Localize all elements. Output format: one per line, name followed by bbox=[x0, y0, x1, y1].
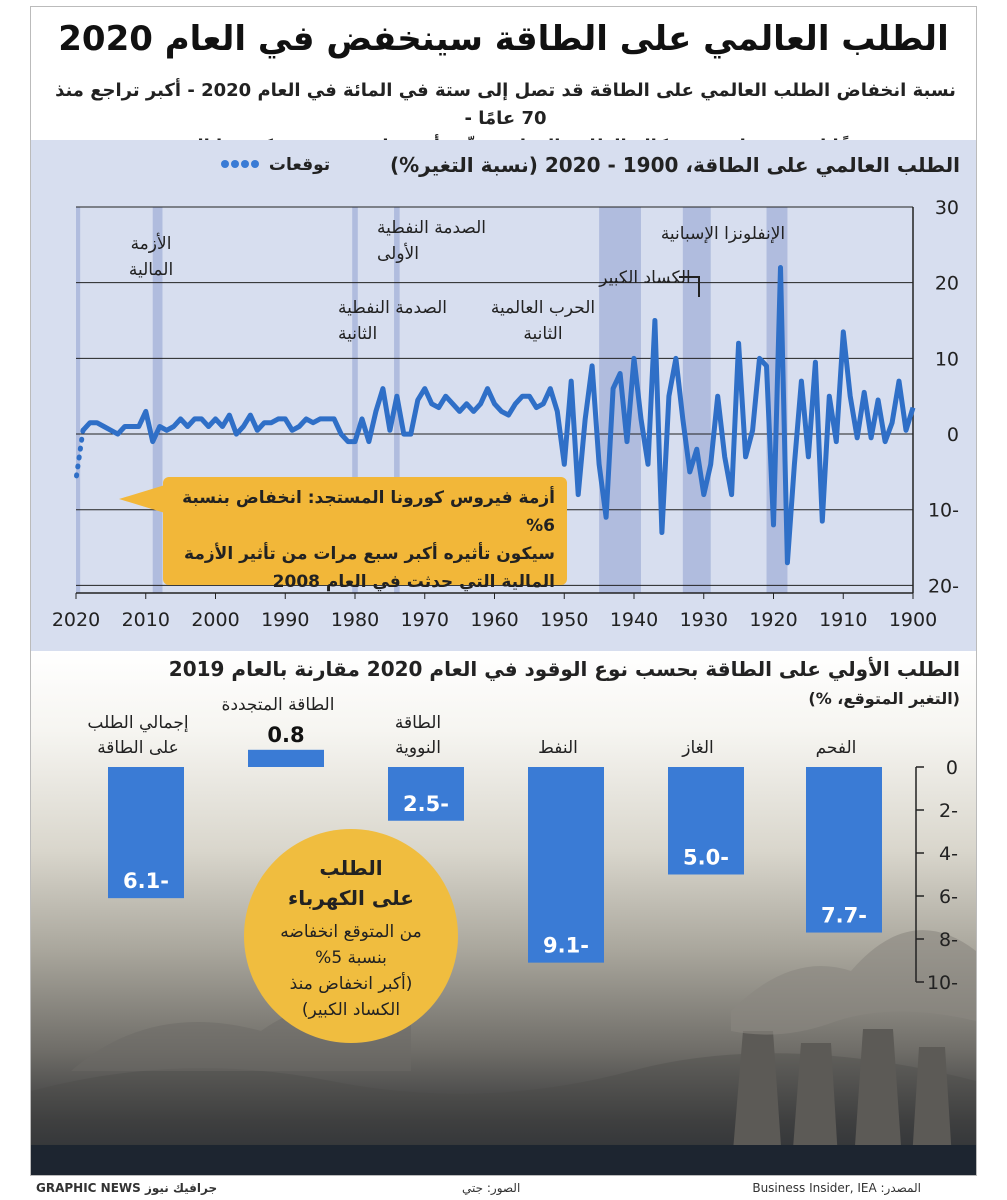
event-label-line: الكساد الكبير bbox=[599, 268, 691, 288]
y-tick-label: 10- bbox=[927, 499, 959, 522]
bar-category-label: النووية bbox=[395, 738, 441, 758]
x-tick-label: 1930 bbox=[679, 609, 728, 631]
bar-value-label: 0.8 bbox=[267, 722, 305, 747]
bubble-text-1: من المتوقع انخفاضه bbox=[280, 922, 422, 942]
callout-rest: انخفاض بنسبة 6% bbox=[182, 488, 555, 536]
bar-category-label: على الطاقة bbox=[97, 738, 179, 758]
bubble-text-4: الكساد الكبير) bbox=[301, 1000, 401, 1020]
bar-category-label: إجمالي الطلب bbox=[87, 713, 189, 733]
bar-y-tick-label: 2- bbox=[939, 800, 958, 822]
subtitle-line-1: نسبة انخفاض الطلب العالمي على الطاقة قد تصل إلى ستة في المائة في العام 2020 - أكبر تراجع منذ 70 عامًا - bbox=[55, 80, 956, 129]
event-label-line: الحرب العالمية bbox=[490, 298, 596, 318]
bubble-title-1: الطلب bbox=[319, 856, 383, 880]
bar-category-label: الغاز bbox=[682, 738, 714, 758]
bar-chart-title: الطلب الأولي على الطاقة بحسب نوع الوقود في العام 2020 مقارنة بالعام 2019 bbox=[168, 657, 960, 681]
y-tick-label: 30 bbox=[934, 197, 959, 219]
x-tick-label: 1950 bbox=[540, 609, 589, 631]
bubble-title-2: على الكهرباء bbox=[288, 886, 414, 910]
bar-y-tick-label: 6- bbox=[939, 886, 958, 908]
event-label-line: الأولى bbox=[377, 244, 419, 264]
bar-value-label: 6.1- bbox=[123, 869, 169, 894]
bar-category-label: النفط bbox=[538, 738, 578, 758]
callout-line-2: سيكون تأثيره أكبر سبع مرات من تأثير الأزمة bbox=[184, 544, 555, 564]
infographic-frame bbox=[30, 6, 977, 1176]
bar-chart-ylabel: (التغير المتوقع، %) bbox=[808, 689, 960, 708]
event-label-line: الصدمة النفطية bbox=[338, 298, 448, 318]
bubble-text-2: بنسبة 5% bbox=[315, 948, 387, 968]
y-tick-label: 20- bbox=[927, 575, 959, 598]
x-tick-label: 1910 bbox=[819, 609, 868, 631]
event-label-line: المالية bbox=[128, 260, 174, 280]
bar-y-tick-label: 0 bbox=[945, 757, 958, 779]
bar-category-label: الفحم bbox=[815, 738, 857, 758]
y-tick-label: 0 bbox=[946, 424, 959, 447]
event-label-line: الثانية bbox=[523, 324, 563, 344]
bubble-title bbox=[244, 853, 458, 913]
x-tick-label: 1970 bbox=[400, 609, 449, 631]
y-tick-label: 10 bbox=[934, 348, 959, 371]
x-tick-label: 1940 bbox=[609, 609, 659, 631]
legend-forecast-label: توقعات bbox=[268, 155, 331, 175]
line-chart-title: الطلب العالمي على الطاقة، 1900 - 2020 (نسبة التغير%) bbox=[390, 153, 960, 177]
bubble-text bbox=[244, 919, 458, 1023]
bar-y-tick-label: 10- bbox=[926, 972, 958, 994]
event-label-line: الصدمة النفطية bbox=[377, 218, 487, 238]
x-tick-label: 1960 bbox=[470, 609, 519, 631]
page-title: الطلب العالمي على الطاقة سينخفض في العام 2020 bbox=[58, 19, 949, 59]
bar-value-label: 7.7- bbox=[821, 903, 867, 928]
bar-4 bbox=[248, 750, 324, 767]
x-tick-label: 2020 bbox=[51, 609, 101, 631]
event-label-line: الإنفلونزا الإسبانية bbox=[660, 224, 786, 244]
x-tick-label: 2010 bbox=[121, 609, 170, 631]
bar-category-label: الطاقة المتجددة bbox=[221, 694, 335, 715]
bar-chart bbox=[31, 7, 976, 1175]
footer-credit: GRAPHIC NEWS جرافيك نيوز bbox=[36, 1181, 218, 1195]
bar-value-label: 9.1- bbox=[543, 933, 589, 958]
bar-value-label: 5.0- bbox=[683, 845, 729, 870]
bar-value-label: 2.5- bbox=[403, 791, 449, 816]
x-tick-label: 2000 bbox=[191, 609, 240, 631]
footer-source: المصدر: Business Insider, IEA bbox=[752, 1181, 921, 1195]
bubble-text-3: (أكبر انخفاض منذ bbox=[289, 974, 413, 994]
electricity-bubble bbox=[244, 829, 458, 1043]
event-label-line: الأزمة bbox=[130, 234, 172, 254]
x-tick-label: 1990 bbox=[261, 609, 310, 631]
y-tick-label: 20 bbox=[934, 272, 959, 295]
bar-y-tick-label: 4- bbox=[939, 843, 958, 865]
bar-y-tick-label: 8- bbox=[939, 929, 958, 951]
x-tick-label: 1980 bbox=[330, 609, 380, 631]
event-label-line: الثانية bbox=[338, 324, 378, 344]
footer bbox=[0, 1177, 1007, 1200]
callout-line-3: المالية التي حدثت في العام 2008 bbox=[272, 572, 555, 592]
x-tick-label: 1900 bbox=[888, 609, 938, 631]
x-tick-label: 1920 bbox=[749, 609, 798, 631]
footer-photos: الصور: جتي bbox=[462, 1181, 521, 1195]
callout-bold: أزمة فيروس كورونا المستجد: bbox=[307, 488, 555, 508]
bar-category-label: الطاقة bbox=[394, 713, 442, 733]
